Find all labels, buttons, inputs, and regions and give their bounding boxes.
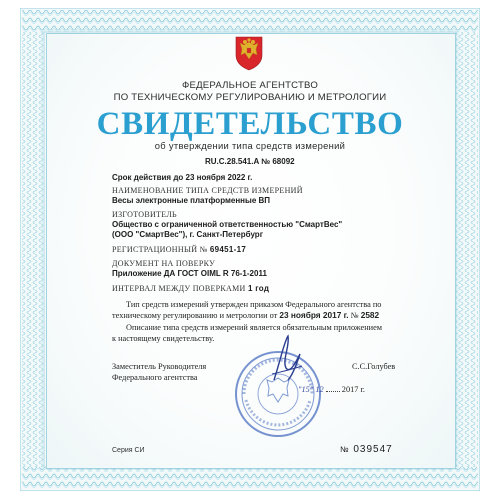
verification-doc-value: Приложение ДА ГОСТ OIML R 76-1-2011 (112, 269, 267, 278)
manufacturer-label: ИЗГОТОВИТЕЛЬ (112, 210, 177, 219)
coat-of-arms-icon (231, 33, 267, 71)
instrument-label: НАИМЕНОВАНИЕ ТИПА СРЕДСТВ ИЗМЕРЕНИЙ (112, 186, 303, 195)
signature-date (298, 385, 365, 394)
signatory-name: С.С.Голубев (352, 362, 396, 371)
footer-serial-label: № (340, 445, 350, 454)
document-title: СВИДЕТЕЛЬСТВО (96, 106, 404, 142)
validity-row (112, 173, 252, 182)
registration-row (112, 245, 246, 254)
certificate-number-label: № (261, 157, 271, 166)
signatory-position-line1: Заместитель Руководителя (112, 362, 207, 371)
verification-doc-label: ДОКУМЕНТ НА ПОВЕРКУ (112, 259, 216, 268)
certificate-number-prefix: RU.C.28.541.A (205, 157, 259, 166)
validity-date: 23 ноября 2022 г. (185, 173, 253, 182)
manufacturer-line1: Общество с ограниченной ответственностью "СмартВес" (112, 220, 343, 229)
document-subtitle: об утверждении типа средств измерений (154, 140, 346, 151)
interval-label: ИНТЕРВАЛ МЕЖДУ ПОВЕРКАМИ (112, 284, 246, 293)
signature-date-suffix: 2017 г. (341, 385, 366, 394)
approval-line2 (112, 310, 402, 321)
registration-label: РЕГИСТРАЦИОННЫЙ № (112, 245, 208, 254)
series-label: Серия СИ (112, 447, 145, 454)
instrument-value: Весы электронные платформенные ВП (112, 196, 271, 205)
certificate-number-value: 68092 (272, 157, 295, 166)
description-line1: Описание типа средств измерений является обязательным приложением (126, 323, 383, 332)
validity-label: Срок действия до (112, 173, 184, 182)
approval-line2-start: техническому регулированию и метрологии от (112, 311, 278, 320)
footer-serial (340, 444, 393, 455)
description-line2: к настоящему свидетельству. (112, 334, 215, 343)
handwritten-signature (266, 332, 306, 384)
registration-value: 69451-17 (209, 245, 247, 254)
signatory-position-line2: Федерального агентства (112, 373, 198, 382)
interval-value: 1 год (247, 284, 270, 293)
agency-name-line2: ПО ТЕХНИЧЕСКОМУ РЕГУЛИРОВАНИЮ И МЕТРОЛОГИИ (113, 92, 387, 103)
certificate-number (205, 157, 295, 166)
approval-paragraph (112, 299, 402, 321)
manufacturer-line2: (ООО "СмартВес"), г. Санкт-Петербург (112, 230, 264, 239)
signature-date-handwritten: "15" 12 (298, 385, 324, 394)
footer-serial-number: 039547 (353, 444, 393, 455)
approval-date: 23 ноября 2017 г. (279, 310, 349, 320)
approval-no-label: № (350, 311, 359, 320)
agency-name-line1: ФЕДЕРАЛЬНОЕ АГЕНТСТВО (182, 80, 318, 91)
interval-row (112, 284, 269, 293)
approval-line1: Тип средств измерений утвержден приказом Федерального агентства по (126, 300, 382, 309)
description-paragraph (112, 322, 402, 344)
approval-number: 2582 (360, 310, 380, 320)
